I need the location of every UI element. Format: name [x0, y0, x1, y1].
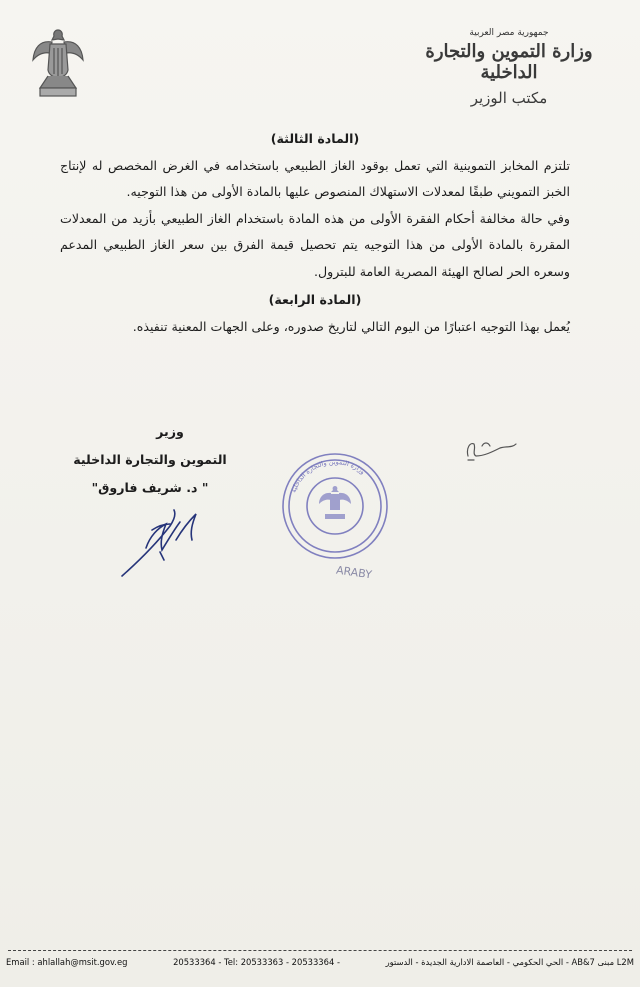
footer-address: L2M مبنى AB&7 - الحي الحكومي - العاصمة الادارية الجديدة - الدستور	[385, 957, 634, 967]
footer-divider	[8, 950, 632, 951]
signatory-name: " د. شريف فاروق"	[91, 480, 209, 495]
ministry-name: وزارة التموين والتجارة الداخلية	[425, 41, 593, 83]
footer-contact	[0, 957, 640, 967]
article-heading: (المادة الرابعة)	[268, 292, 362, 307]
stamp-ring-text: وزارة التموين والتجارة الداخلية	[289, 457, 367, 494]
republic-label: جمهورية مصر العربية	[469, 28, 549, 38]
letterhead	[394, 28, 624, 107]
footer-email: Email : ahlallah@msit.gov.eg	[6, 957, 128, 967]
svg-text:وزارة التموين والتجارة الداخلي	[289, 458, 366, 494]
initials-signature-icon	[462, 434, 520, 464]
footer-phones: 20533364 - Tel: 20533363 - 20533364 -	[173, 957, 340, 967]
official-stamp-icon	[278, 452, 392, 560]
eagle-emblem-icon	[30, 26, 86, 102]
article-paragraph: يُعمل بهذا التوجيه اعتبارًا من اليوم التالي لتاريخ صدوره، وعلى الجهات المعنية تنفيذه.	[132, 318, 570, 334]
article-paragraph: وفي حالة مخالفة أحكام الفقرة الأولى من هذه المادة باستخدام الغاز الطبيعي بأزيد من المعدلات المقررة بالمادة الأولى من هذا التوجيه يتم تحصيل قيمة الفرق بين سعر الغاز الطبيعي المدعم وسعره الحر لصالح الهيئة المصرية العامة للبترول.	[60, 210, 570, 279]
office-name: مكتب الوزير	[470, 89, 548, 107]
article-heading: (المادة الثالثة)	[270, 131, 360, 146]
document-body	[60, 126, 570, 340]
signature-block	[70, 418, 230, 502]
minister-signature-icon	[116, 500, 206, 582]
footer	[0, 950, 640, 967]
article-paragraph: تلتزم المخابز التموينية التي تعمل بوقود الغاز الطبيعي باستخدامه في الغرض المخصص له لإنتاج الخبز التمويني طبقًا لمعدلات الاستهلاك المنصوص عليها بالمادة الأولى من هذا التوجيه.	[60, 157, 570, 199]
stamp-caption: ARABY	[335, 563, 373, 582]
signatory-ministry: التموين والتجارة الداخلية	[73, 452, 227, 467]
signatory-title: وزير	[156, 424, 184, 439]
